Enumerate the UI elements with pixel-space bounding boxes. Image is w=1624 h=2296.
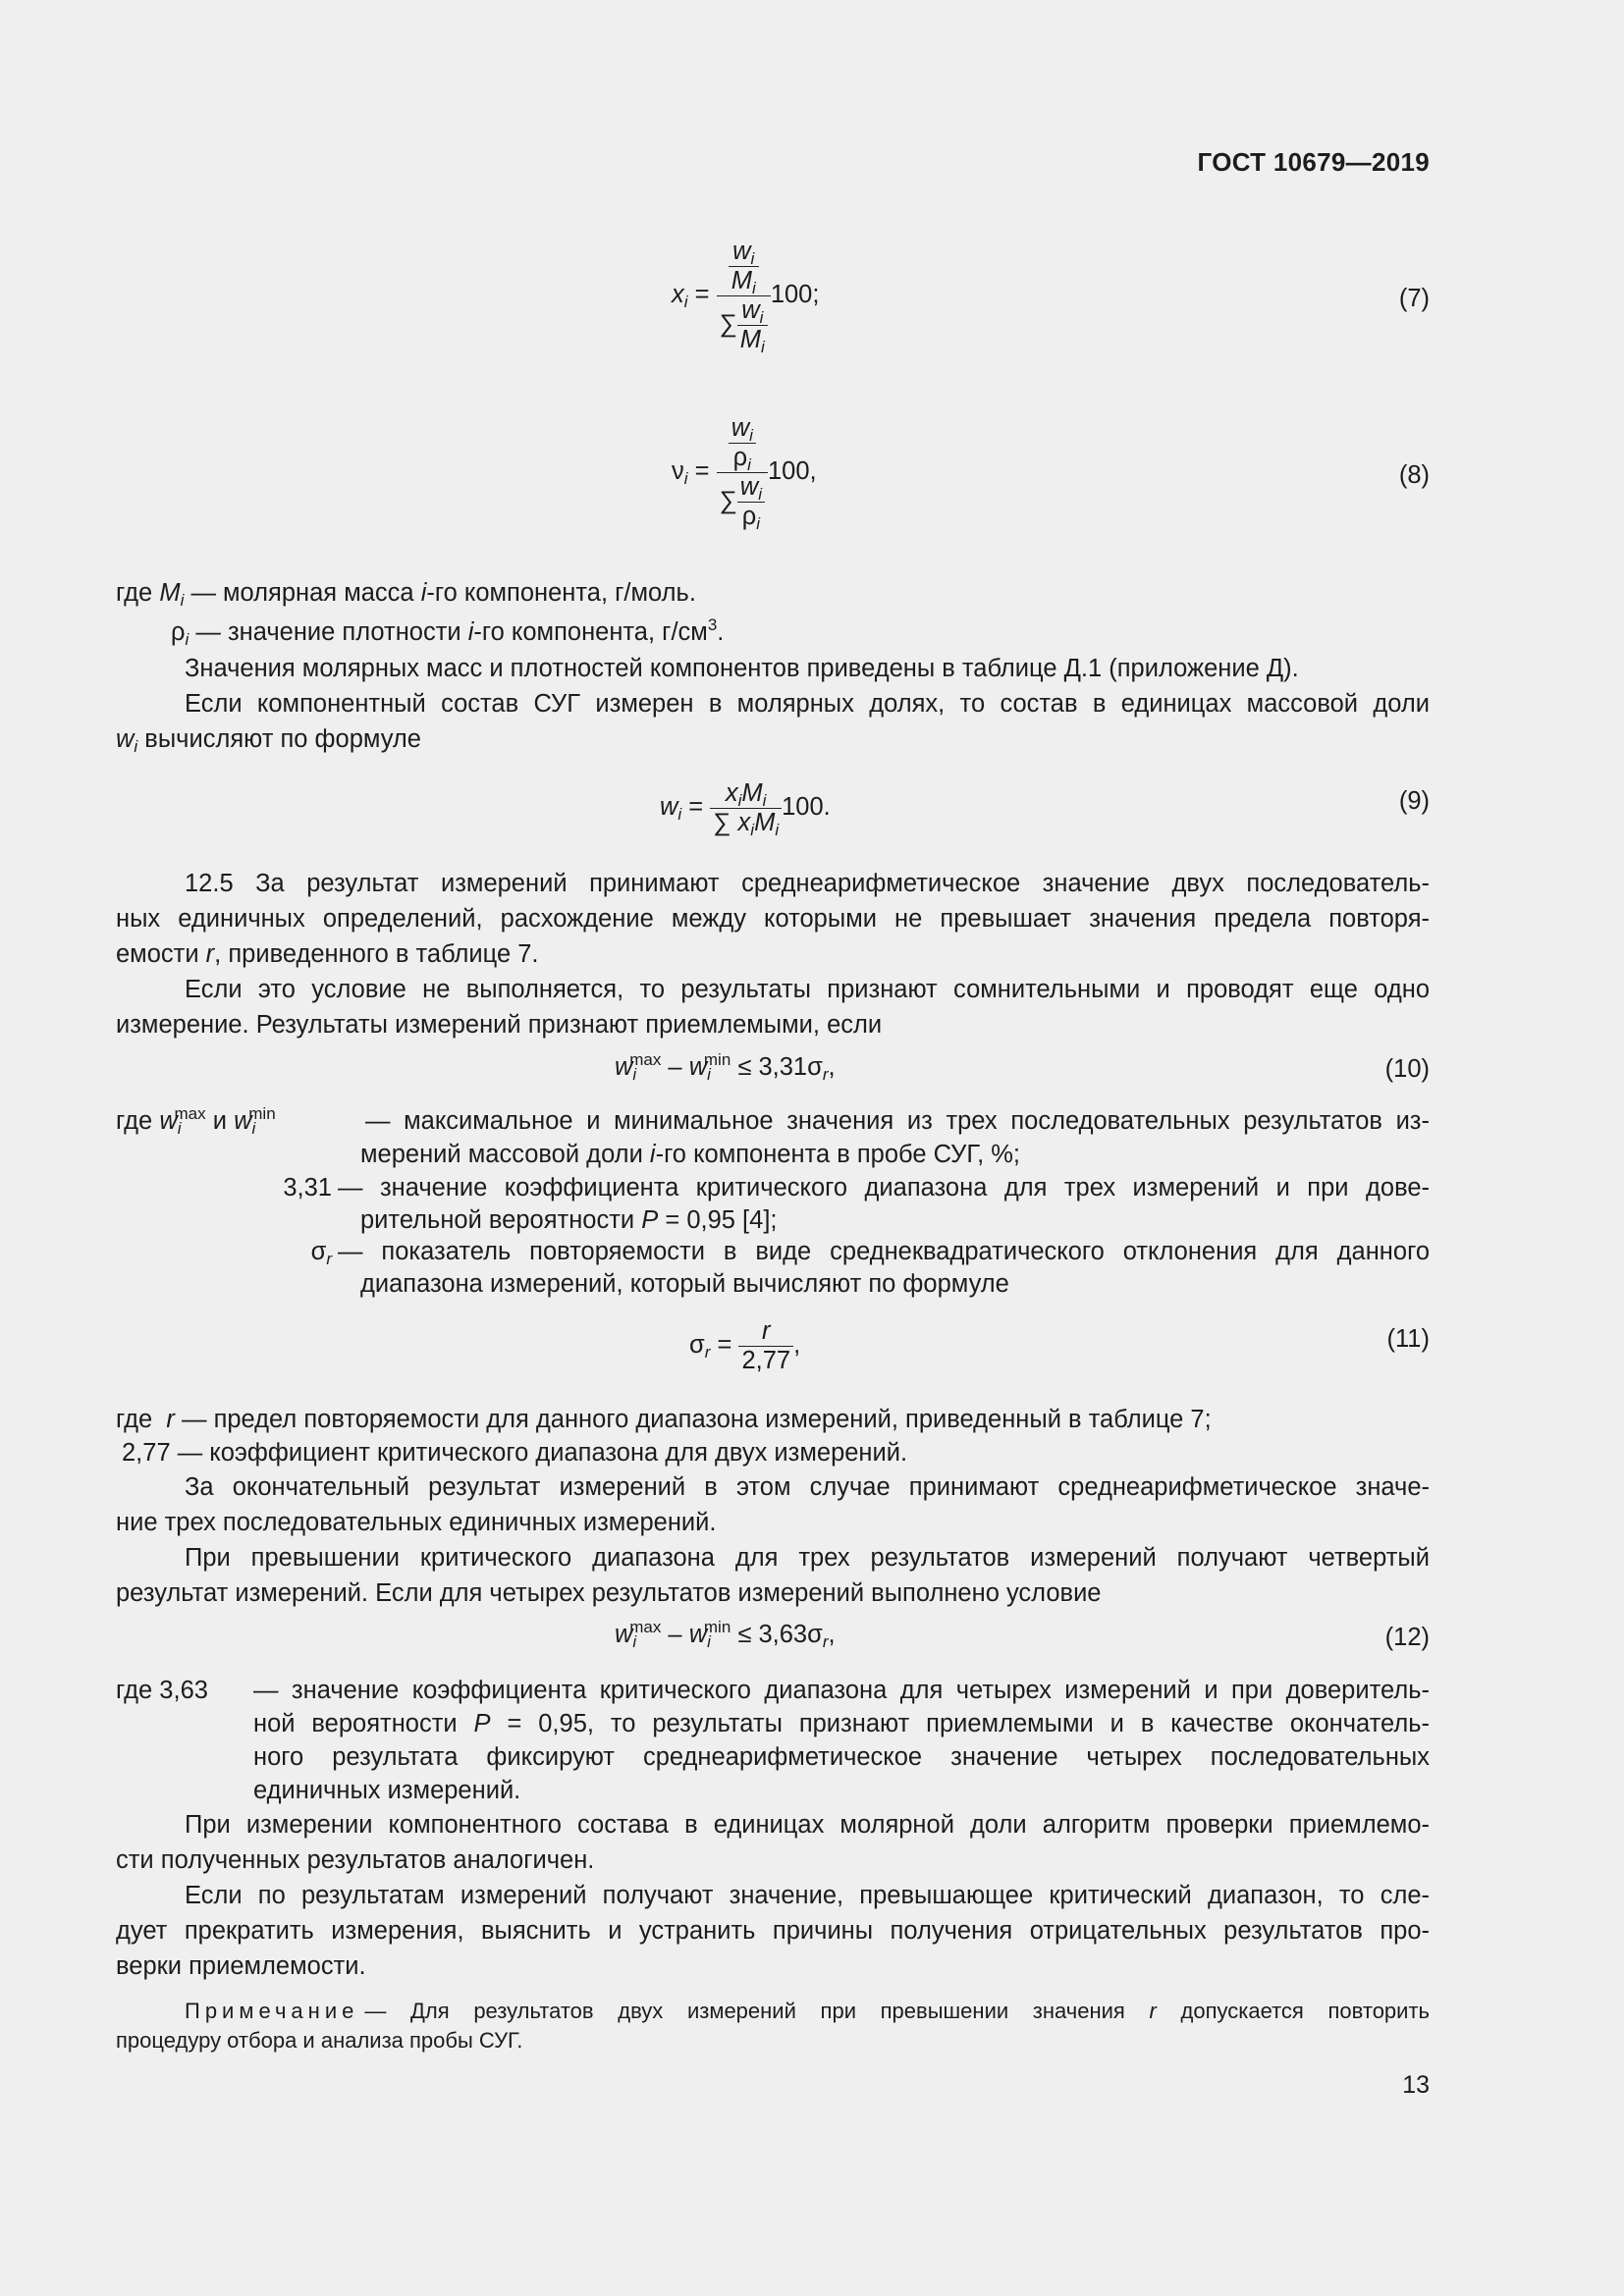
paragraph-molar-line1: При измерении компонентного состава в единицах молярной доли алгоритм проверки приемле мо- — [185, 1811, 1430, 1839]
where-wmax-wmin-line1: где $w_i^{max}$ и $w_i^{min}$ — максимальное и минимальное значения из трех последовательных результатов из- — [116, 1104, 1430, 1138]
equation-11-number: (11) — [1386, 1325, 1430, 1353]
where-363-line1: где 3,63 — значение коэффициента критического диапазона для четырех измерений и при доверитель- — [116, 1677, 1430, 1704]
equation-8-number: (8) — [1398, 461, 1430, 489]
paragraph-final-line2: ние трех последовательных единичных измерений. — [116, 1509, 717, 1536]
paragraph-stop-line2: дует прекратить измерения, выяснить и устранить причины получения отрицательных результатов про- — [116, 1917, 1430, 1945]
paragraph-if-line2: $w_i$ вычисляют по формуле — [116, 725, 421, 756]
equation-7: $x_i$ = $\frac{w_i}{M_i}$ ∑ $\frac{w_i}{M_i}$ 100; — [672, 238, 820, 356]
page-number: 13 — [1402, 2071, 1430, 2099]
equation-12-number: (12) — [1384, 1624, 1430, 1651]
where-277: 2,77 — коэффициент критического диапазона для двух измерений. — [122, 1439, 908, 1467]
section-12-5-line2: ных единичных определений, расхождение между которыми не превышает значения предела повторя- — [116, 905, 1430, 933]
where-331-line1: 3,31 — значение коэффициента критического диапазона для трех измерений и при дове- — [283, 1174, 1430, 1201]
section-12-5-line3: емости r, приведенного в таблице 7. — [116, 940, 539, 968]
paragraph-final-line1: За окончательный результат измерений в этом случае принимают среднеарифметическое значе- — [185, 1473, 1430, 1501]
note-line1: Примечание — Для результатов двух измерений при превышении значения r допускается повторить — [185, 1999, 1430, 2023]
paragraph-exceed-line2: результат измерений. Если для четырех результатов измерений выполнено условие — [116, 1579, 1102, 1607]
where-wmax-wmin-line2: мерений массовой доли i-го компонента в пробе СУГ, %; — [360, 1141, 1021, 1168]
equation-10-number: (10) — [1384, 1055, 1430, 1083]
paragraph-stop-line1: Если по результатам измерений получают значение, превышающее критический диапазон, то сле- — [185, 1882, 1430, 1909]
paragraph-if-line1: Если компонентный состав СУГ измерен в молярных долях, то состав в единицах массовой доли — [185, 690, 1430, 718]
where-331-line2: рительной вероятности P = 0,95 [4]; — [360, 1206, 778, 1234]
equation-7-number: (7) — [1398, 285, 1430, 312]
paragraph-stop-line3: верки приемлемости. — [116, 1952, 366, 1980]
paragraph-condition-line1: Если это условие не выполняется, то результаты признают сомнительными и проводят еще одно — [185, 976, 1430, 1003]
where-r: где r — предел повторяемости для данного диапазона измерений, приведенный в таблице 7; — [116, 1406, 1212, 1433]
equation-12: $w_i^{max} - w_i^{min} \le 3,63\sigma_r$, — [615, 1618, 836, 1651]
where-sigma-line2: диапазона измерений, который вычисляют по формуле — [360, 1270, 1009, 1298]
where-363-line4: единичных измерений. — [253, 1777, 521, 1804]
where-density: $\rho_i$ — значение плотности i-го компонента, $г/см^3$. — [171, 615, 725, 649]
where-molar-mass: где $M_i$ — молярная масса i-го компонента, г/моль. — [116, 579, 696, 610]
equation-8: $\nu_i$ = $\frac{w_i}{\rho_i}$ ∑ $\frac{w_i}{\rho_i}$ 100, — [672, 414, 817, 533]
equation-11: $\sigma_r$ = $\frac{r}{2,77}$ , — [689, 1317, 801, 1374]
equation-9-number: (9) — [1398, 787, 1430, 815]
equation-10: $w_i^{max} - w_i^{min} \le 3,31\sigma_r$, — [615, 1050, 836, 1084]
where-sigma-line1: $\sigma_r$ — показатель повторяемости в виде среднеквадратического отклонения для данного — [310, 1238, 1430, 1268]
where-363-line2: ной вероятности P = 0,95, то результаты признают приемлемыми и в качестве окончатель- — [253, 1710, 1431, 1737]
note-line2: процедуру отбора и анализа пробы СУГ. — [116, 2028, 523, 2053]
where-363-line3: ного результата фиксируют среднеарифметическое значение четырех последовательных — [253, 1743, 1430, 1771]
equation-9: $w_i$ = $\frac{x_iM_i}{\sum x_iM_i}$ 100. — [660, 779, 831, 839]
section-12-5-line1: 12.5 За результат измерений принимают среднеарифметическое значение двух последователь- — [185, 870, 1430, 897]
paragraph-condition-line2: измерение. Результаты измерений признают приемлемыми, если — [116, 1011, 883, 1039]
paragraph-molar-line2: сти полученных результатов аналогичен. — [116, 1846, 595, 1874]
paragraph-values: Значения молярных масс и плотностей компонентов приведены в таблице Д.1 (приложение Д). — [185, 655, 1299, 682]
document-code: ГОСТ 10679—2019 — [1197, 147, 1430, 177]
paragraph-exceed-line1: При превышении критического диапазона для трех результатов измерений получают четвертый — [185, 1544, 1430, 1572]
